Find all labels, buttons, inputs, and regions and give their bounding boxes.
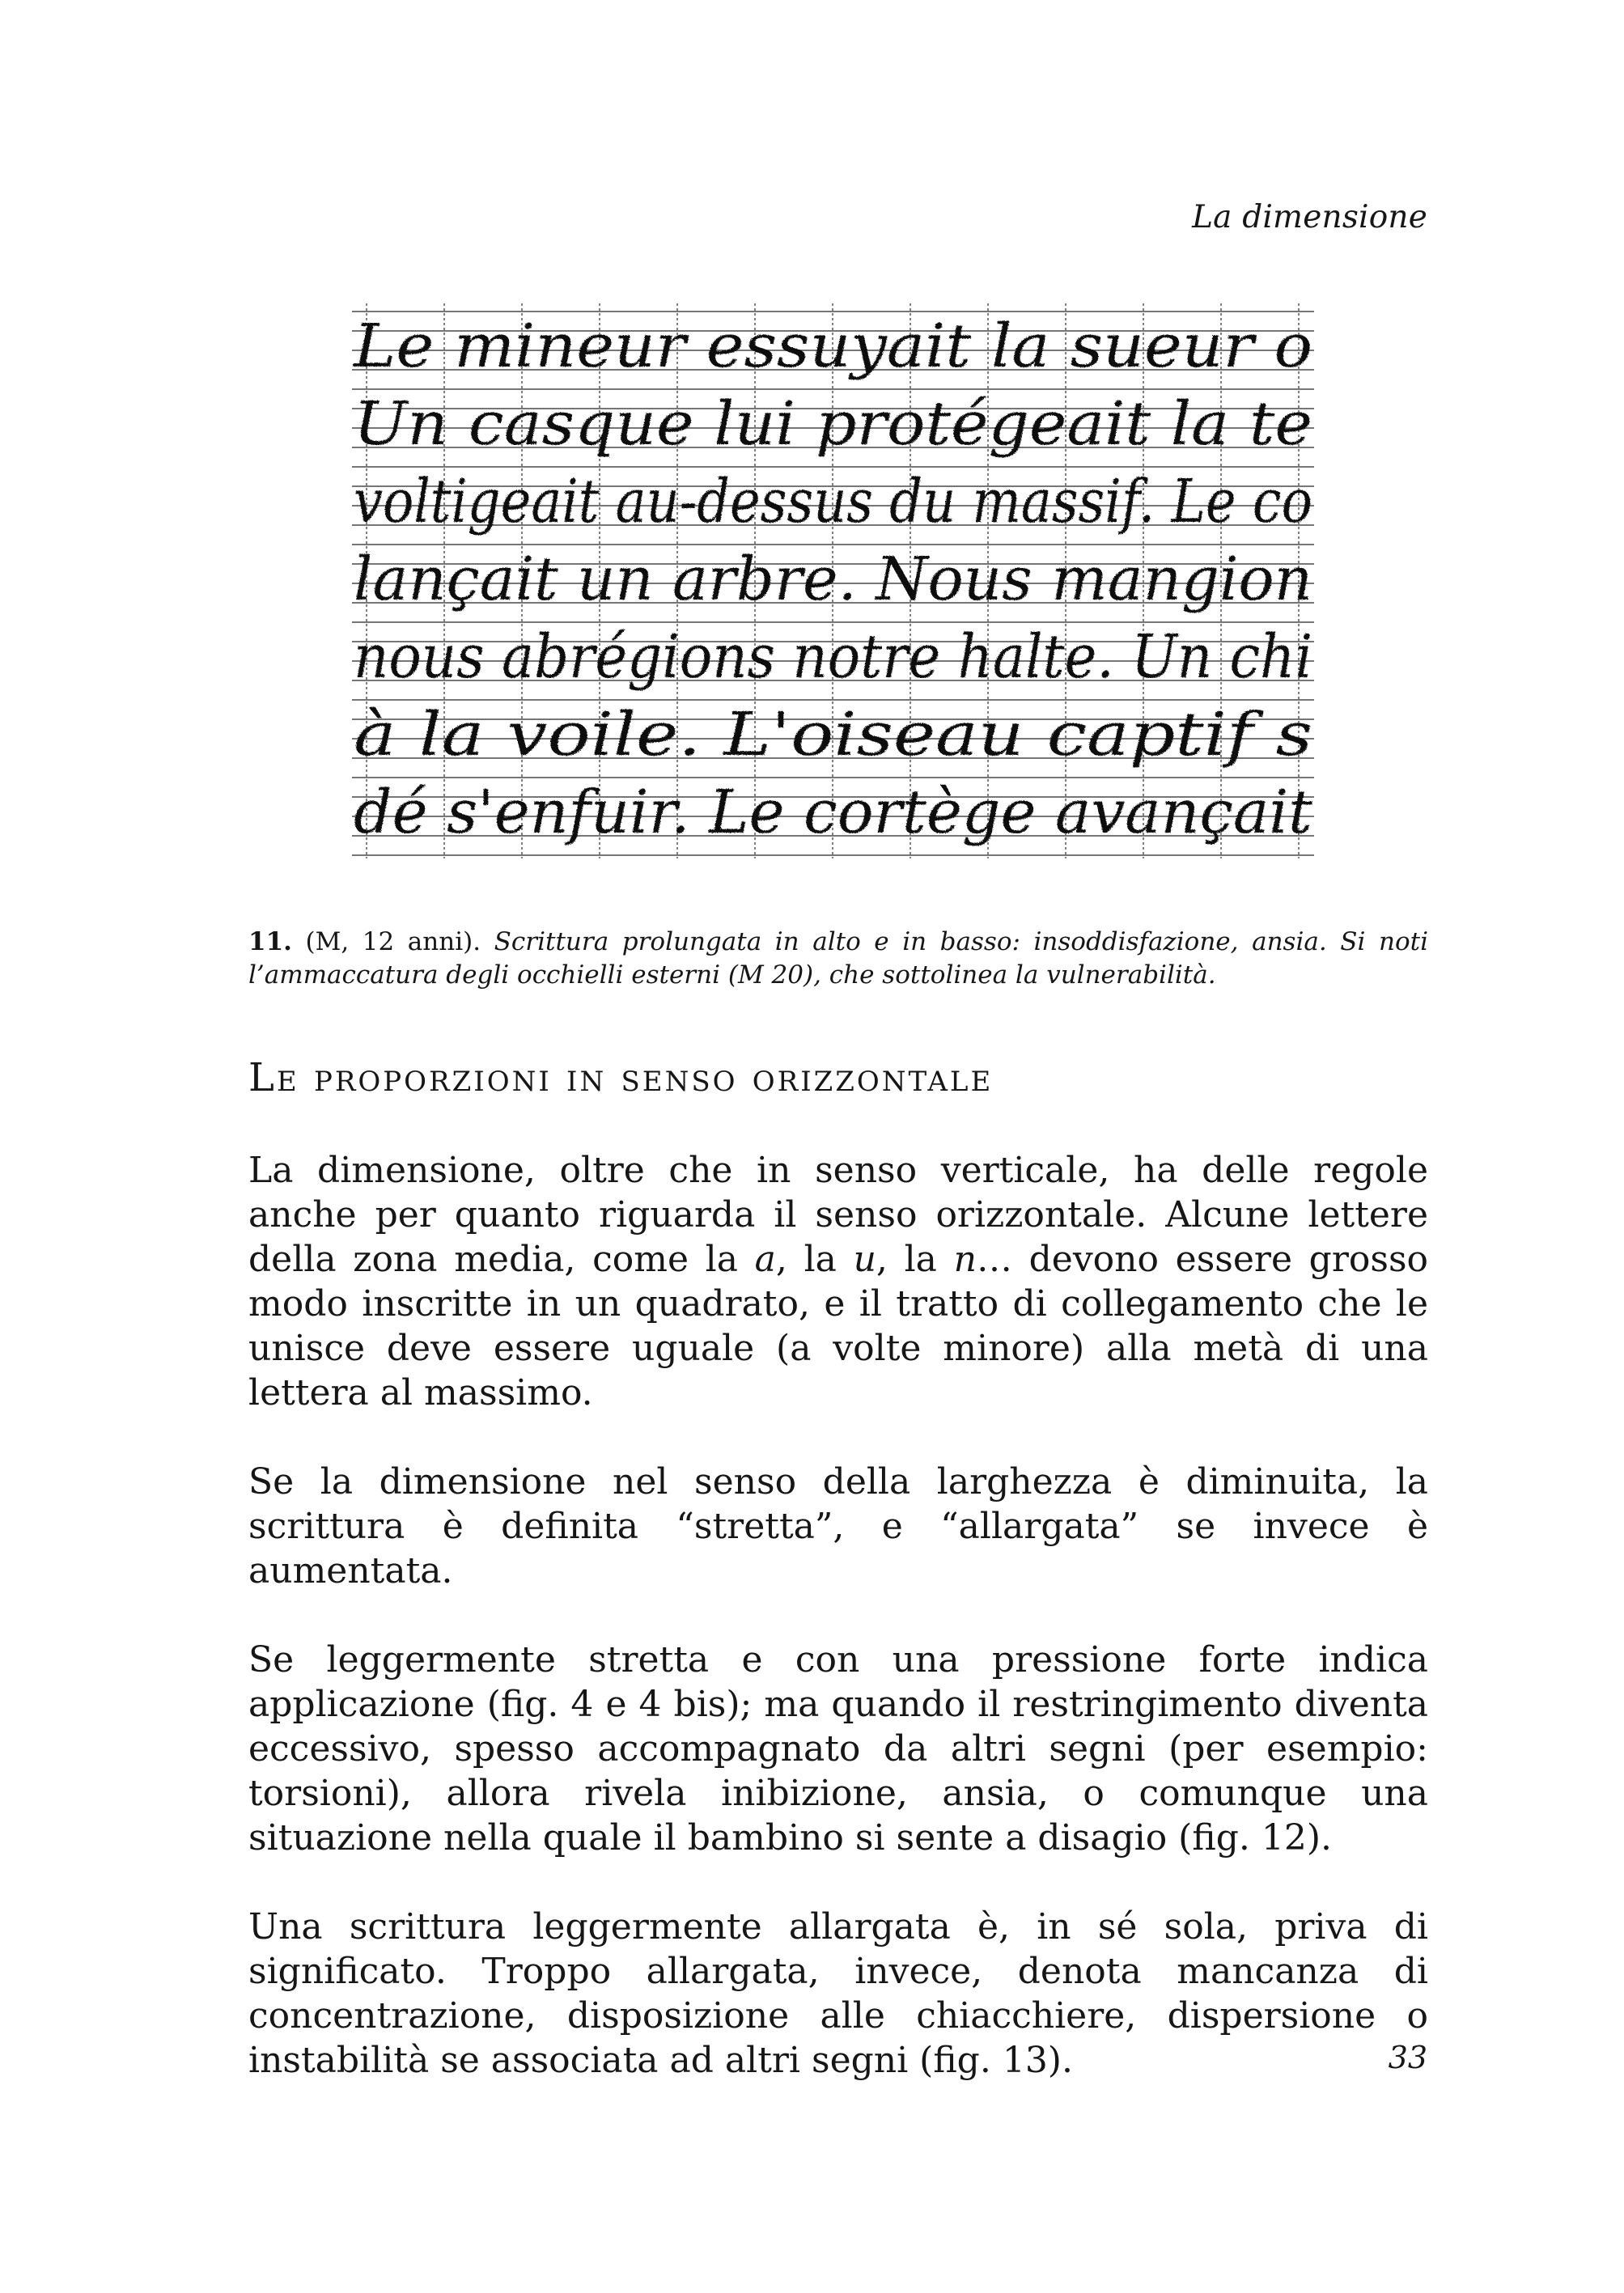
- handwriting-line: Le mineur essuyait la sueur o: [351, 312, 1313, 381]
- handwriting-line: lançait un arbre. Nous mangion: [354, 545, 1312, 614]
- paragraph-2: Se la dimensione nel senso della larghezza è diminuita, la scrittura è definita “stretta”, e “allargata” se invece è aumentata.: [248, 1461, 1428, 1592]
- paragraph-3: Se leggermente stretta e con una pressione forte indica applicazione (fig. 4 e 4 bis); ma quando il restringimento diventa eccessivo, spesso accompagnato da altri segni (per esempio: torsioni), allora rivela inibizione, ansia, o comunque una situazione nella quale il bambino si sente a disagio (fig. 12).: [248, 1639, 1428, 1859]
- handwriting-line: Un casque lui protégeait la te: [354, 389, 1313, 459]
- handwriting-line: voltigeait au-dessus du massif. Le co: [354, 467, 1312, 536]
- handwriting-line: nous abrégions notre halte. Un chi: [354, 622, 1312, 692]
- running-head: La dimensione: [1192, 199, 1427, 235]
- handwriting-line: dé s'enfuir. Le cortège avançait: [354, 778, 1313, 847]
- caption-text: Scrittura prolungata in alto e in basso: insoddisfazione, ansia. Si noti l’ammaccatura degli occhielli esterni (M 20), che sottolinea la vulnerabilità.: [248, 927, 1428, 990]
- page-number: 33: [1388, 2040, 1427, 2075]
- paragraph-1: La dimensione, oltre che in senso verticale, ha delle regole anche per quanto riguarda il senso orizzontale. Alcune lettere della zona media, come la a, la u, la n… devono essere grosso modo inscritte in un quadrato, e il tratto di collegamento che le unisce deve essere uguale (a volte minore) alla metà di una lettera al massimo.: [248, 1150, 1429, 1414]
- figure-caption: [248, 926, 1428, 992]
- body-text: [248, 1148, 1428, 2127]
- caption-meta: (M, 12 anni).: [291, 927, 494, 956]
- section-heading: Le proporzioni in senso orizzontale: [248, 1055, 994, 1100]
- handwriting-lines: [352, 312, 1312, 847]
- handwriting-line: à la voile. L'oiseau captif s: [354, 700, 1312, 769]
- paragraph-4: Una scrittura leggermente allargata è, in sé sola, priva di significato. Troppo allargata, invece, denota mancanza di concentrazione, disposizione alle chiacchiere, dispersione o instabilità se associata ad altri segni (fig. 13).: [248, 1906, 1428, 2081]
- figure-number: 11.: [248, 927, 292, 956]
- handwriting-sample-figure: [352, 303, 1314, 858]
